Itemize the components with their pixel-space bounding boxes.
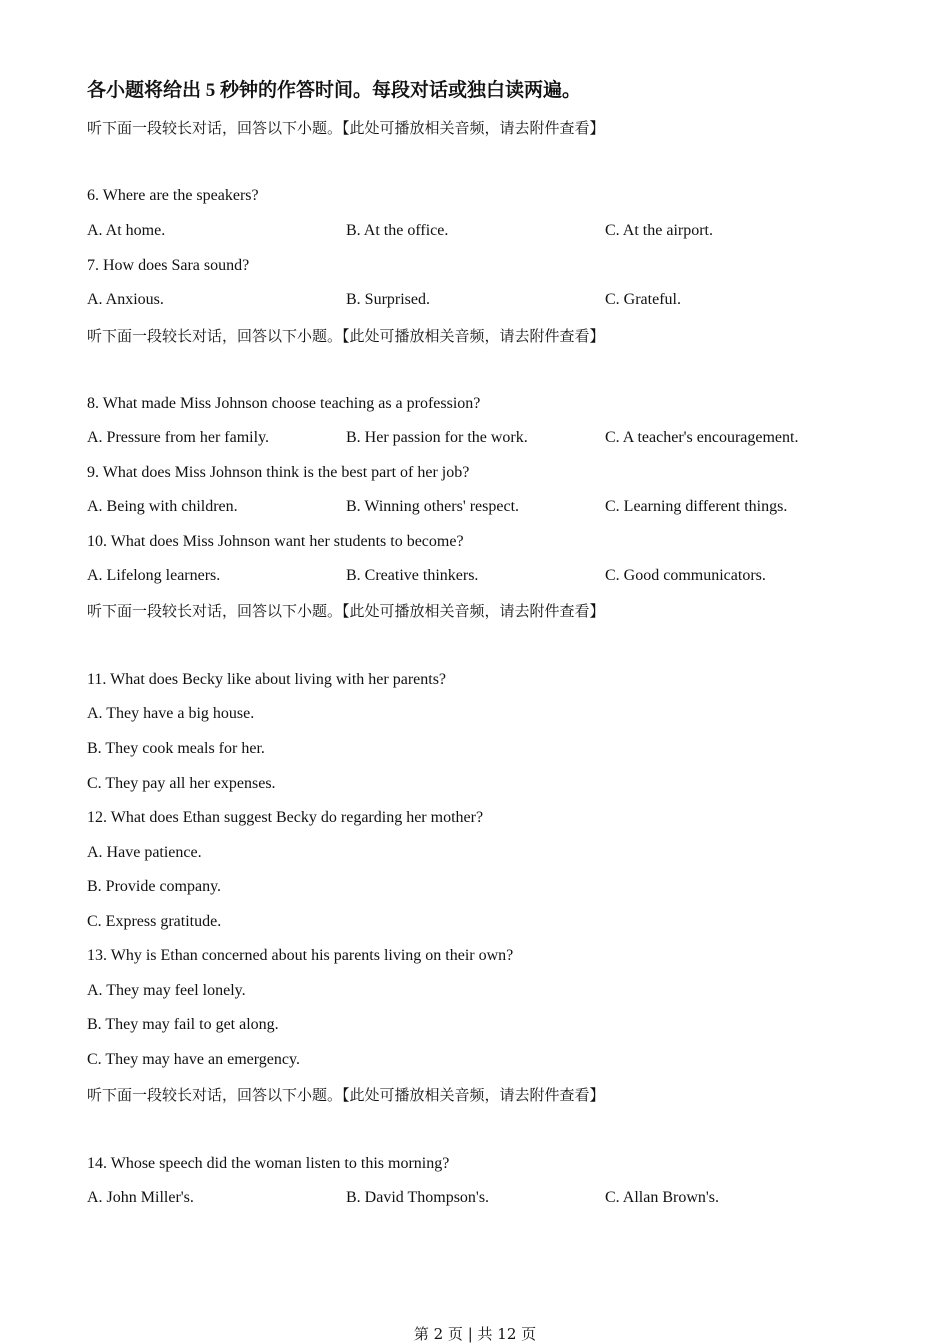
- option-b: B. Provide company.: [87, 878, 222, 895]
- options-row-8: [87, 428, 867, 448]
- option-b: B. Surprised.: [346, 291, 430, 308]
- option-a: A. Pressure from her family.: [87, 429, 270, 446]
- question-10: 10. What does Miss Johnson want her students to become?: [87, 533, 464, 550]
- question-7: 7. How does Sara sound?: [87, 257, 250, 274]
- option-b: B. They may fail to get along.: [87, 1016, 279, 1033]
- option-b: B. At the office.: [346, 222, 449, 239]
- option-a: A. Lifelong learners.: [87, 567, 221, 584]
- option-b: B. Her passion for the work.: [346, 429, 528, 446]
- options-row-10: [87, 566, 867, 586]
- option-a: A. They may feel lonely.: [87, 982, 246, 999]
- question-9: 9. What does Miss Johnson think is the best part of her job?: [87, 464, 470, 481]
- section-prompt-3: 听下面一段较长对话，回答以下小题。【此处可播放相关音频，请去附件查看】: [87, 602, 605, 620]
- question-13: 13. Why is Ethan concerned about his parents living on their own?: [87, 947, 514, 964]
- option-a: A. Have patience.: [87, 844, 202, 861]
- option-a: A. Being with children.: [87, 498, 238, 515]
- question-12: 12. What does Ethan suggest Becky do regarding her mother?: [87, 809, 484, 826]
- page-footer: 第 2 页 | 共 12 页: [413, 1325, 537, 1343]
- option-c: C. Express gratitude.: [87, 913, 222, 930]
- question-14: 14. Whose speech did the woman listen to this morning?: [87, 1155, 450, 1172]
- question-6: 6. Where are the speakers?: [87, 187, 259, 204]
- option-c: C. They may have an emergency.: [87, 1051, 300, 1068]
- question-8: 8. What made Miss Johnson choose teaching as a profession?: [87, 395, 481, 412]
- option-b: B. Creative thinkers.: [346, 567, 479, 584]
- options-row-14: [87, 1188, 867, 1208]
- options-row-7: [87, 290, 867, 310]
- option-c: C. Learning different things.: [605, 498, 788, 515]
- section-prompt-4: 听下面一段较长对话，回答以下小题。【此处可播放相关音频，请去附件查看】: [87, 1086, 605, 1104]
- option-b: B. David Thompson's.: [346, 1189, 490, 1206]
- option-c: C. At the airport.: [605, 222, 713, 239]
- option-c: C. Allan Brown's.: [605, 1189, 719, 1206]
- option-a: A. John Miller's.: [87, 1189, 194, 1206]
- option-c: C. A teacher's encouragement.: [605, 429, 799, 446]
- option-c: C. Good communicators.: [605, 567, 766, 584]
- section-prompt-1: 听下面一段较长对话，回答以下小题。【此处可播放相关音频，请去附件查看】: [87, 119, 605, 137]
- option-a: A. They have a big house.: [87, 705, 255, 722]
- option-b: B. Winning others' respect.: [346, 498, 520, 515]
- instruction-heading: 各小题将给出 5 秒钟的作答时间。每段对话或独白读两遍。: [87, 80, 582, 101]
- option-a: A. Anxious.: [87, 291, 164, 308]
- section-prompt-2: 听下面一段较长对话，回答以下小题。【此处可播放相关音频，请去附件查看】: [87, 327, 605, 345]
- options-row-9: [87, 497, 867, 517]
- option-c: C. Grateful.: [605, 291, 681, 308]
- options-row-6: [87, 221, 867, 241]
- question-11: 11. What does Becky like about living with her parents?: [87, 671, 447, 688]
- option-a: A. At home.: [87, 222, 166, 239]
- option-b: B. They cook meals for her.: [87, 740, 265, 757]
- option-c: C. They pay all her expenses.: [87, 775, 276, 792]
